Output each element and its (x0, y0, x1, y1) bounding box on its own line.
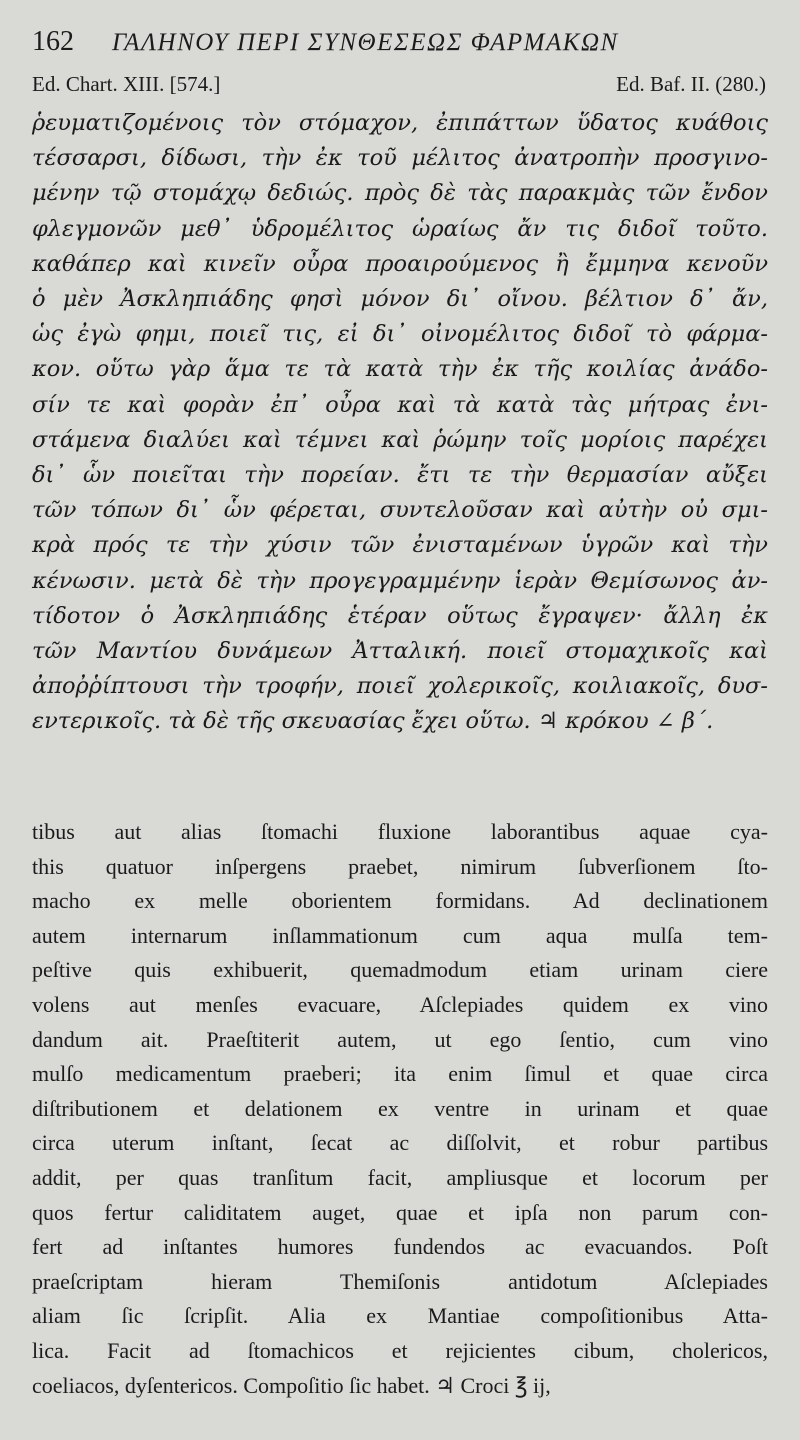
latin-line: lica. Facit ad ſtomachicos et rejicientes cibum, cholericos, (32, 1337, 768, 1363)
greek-line: ἀποῤῥίπτουσι τὴν τροφήν, ποιεῖ χολερικοῖς, κοιλιακοῖς, δυσ- (32, 673, 768, 700)
latin-text-block (32, 815, 768, 1403)
latin-line: aliam ſic ſcripſit. Alia ex Mantiae compoſitionibus Atta- (32, 1303, 768, 1329)
greek-line: τῶν τόπων δι᾽ ὧν φέρεται, συντελοῦσαν καὶ αὐτὴν οὐ σμι- (32, 497, 768, 524)
running-title: ΓΑΛΗΝΟΥ ΠΕΡΙ ΣΥΝΘΕΣΕΩΣ ΦΑΡΜΑΚΩΝ (112, 29, 619, 56)
latin-line: dandum ait. Praeſtiterit autem, ut ego ſentio, cum vino (32, 1026, 768, 1052)
greek-line: μένην τῷ στομάχῳ δεδιώς. πρὸς δὲ τὰς παρακμὰς τῶν ἔνδον (32, 180, 768, 207)
greek-line: ὡς ἐγὼ φημι, ποιεῖ τις, εἰ δι᾽ οἰνομέλιτος διδοῖ τὸ φάρμα- (32, 321, 768, 348)
latin-line: mulſo medicamentum praeberi; ita enim ſimul et quae circa (32, 1061, 768, 1087)
latin-line: coeliacos, dyſentericos. Compoſitio ſic habet. ♃ Croci ℥ ij, (32, 1372, 551, 1398)
latin-line: volens aut menſes evacuare, Aſclepiades quidem ex vino (32, 991, 768, 1017)
greek-line: ῥευματιζομένοις τὸν στόμαχον, ἐπιπάττων ὕδατος κυάθοις (32, 110, 768, 136)
latin-line: autem internarum inſlammationum cum aqua mulſa tem- (32, 922, 768, 948)
greek-line: κον. οὕτω γὰρ ἅμα τε τὰ κατὰ τὴν ἐκ τῆς κοιλίας ἀνάδο- (32, 356, 768, 383)
greek-line: καθάπερ καὶ κινεῖν οὖρα προαιρούμενος ἢ ἔμμηνα κενοῦν (32, 250, 768, 277)
greek-line: δι᾽ ὧν ποιεῖται τὴν πορείαν. ἔτι τε τὴν θερμασίαν αὔξει (32, 462, 768, 489)
greek-line: στάμενα διαλύει καὶ τέμνει καὶ ῥώμην τοῖς μορίοις παρέχει (32, 426, 768, 453)
greek-line: τέσσαρσι, δίδωσι, τὴν ἐκ τοῦ μέλιτος ἀνατροπὴν προσγινο- (32, 145, 768, 172)
edition-reference-line (32, 72, 766, 97)
greek-line: φλεγμονῶν μεθ᾽ ὑδρομέλιτος ὡραίως ἄν τις διδοῖ τοῦτο. (32, 215, 768, 242)
greek-line: κρὰ πρός τε τὴν χύσιν τῶν ἐνισταμένων ὑγρῶν καὶ τὴν (32, 532, 768, 559)
edition-left: Ed. Chart. XIII. [574.] (32, 72, 221, 96)
greek-line: ὁ μὲν Ἀσκληπιάδης φησὶ μόνον δι᾽ οἴνου. βέλτιον δ᾽ ἄν, (32, 286, 768, 313)
greek-line: κένωσιν. μετὰ δὲ τὴν προγεγραμμένην ἱερὰν Θεμίσωνος ἀν- (32, 567, 768, 594)
latin-line: diſtributionem et delationem ex ventre in urinam et quae (32, 1095, 768, 1121)
latin-line: macho ex melle oborientem formidans. Ad declinationem (32, 888, 768, 914)
latin-line: addit, per quas tranſitum facit, ampliusque et locorum per (32, 1164, 768, 1190)
latin-line: circa uterum inſtant, ſecat ac diſſolvit, et robur partibus (32, 1130, 768, 1156)
latin-line: tibus aut alias ſtomachi fluxione laborantibus aquae cya- (32, 819, 768, 844)
latin-line: fert ad inſtantes humores fundendos ac evacuandos. Poſt (32, 1234, 768, 1260)
latin-line: quos fertur caliditatem auget, quae et ipſa non parum con- (32, 1199, 768, 1225)
greek-text-block (32, 106, 768, 740)
page-header (32, 26, 776, 66)
greek-line: τίδοτον ὁ Ἀσκληπιάδης ἑτέραν οὕτως ἔγραψεν· ἄλλη ἐκ (32, 602, 768, 629)
greek-line: τῶν Μαντίου δυνάμεων Ἀτταλική. ποιεῖ στομαχικοῖς καὶ (32, 638, 768, 665)
edition-right: Ed. Baf. II. (280.) (616, 72, 766, 96)
greek-line: εντερικοῖς. τὰ δὲ τῆς σκευασίας ἔχει οὕτω. ♃ κρόκου ∠ β΄. (32, 708, 714, 735)
latin-line: this quatuor inſpergens praebet, nimirum ſubverſionem ſto- (32, 853, 768, 879)
page-number: 162 (32, 26, 74, 57)
greek-line: σίν τε καὶ φορὰν ἐπ᾽ οὖρα καὶ τὰ κατὰ τὰς μήτρας ἐνι- (32, 391, 768, 418)
latin-line: peſtive quis exhibuerit, quemadmodum etiam urinam ciere (32, 957, 768, 983)
latin-line: praeſcriptam hieram Themiſonis antidotum Aſclepiades (32, 1268, 768, 1294)
